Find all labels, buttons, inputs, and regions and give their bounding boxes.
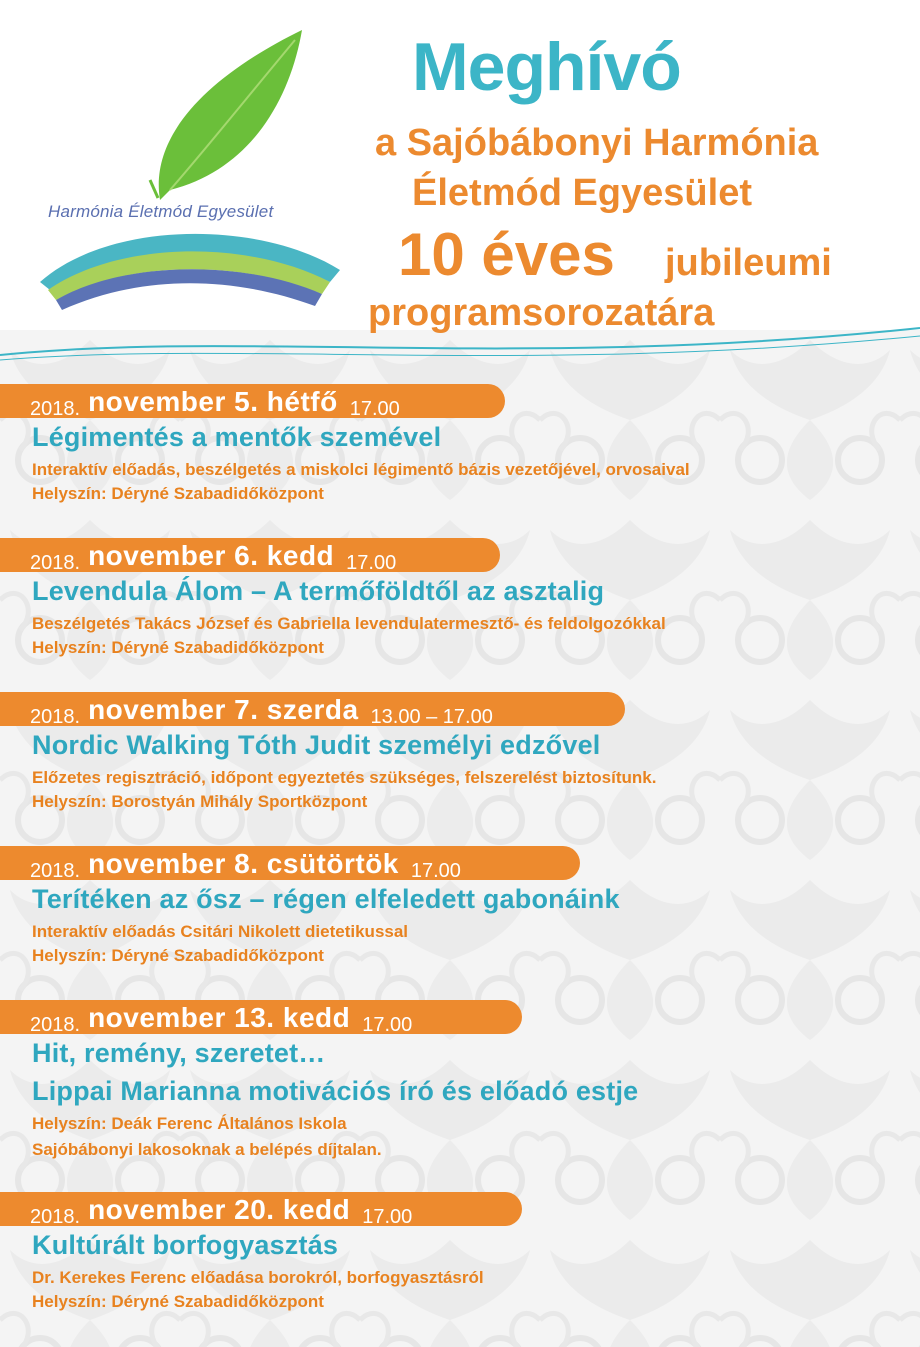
event-date: november 20. kedd <box>88 1194 351 1225</box>
event-year: 2018. <box>30 1206 81 1228</box>
event-location: Helyszín: Deák Ferenc Általános Iskola <box>32 1114 347 1133</box>
header-wave-divider <box>0 300 920 370</box>
event-time: 17.00 <box>410 860 461 882</box>
event-title: Hit, remény, szeretet… <box>32 1038 326 1068</box>
event-subtitle: Lippai Marianna motivációs író és előadó estje <box>32 1076 639 1106</box>
title-line-4: programsorozatára <box>368 292 715 334</box>
event-location: Helyszín: Borostyán Mihály Sportközpont <box>32 792 368 811</box>
event-description: Beszélgetés Takács József és Gabriella levendulatermesztő- és feldolgozókkal <box>32 614 666 633</box>
event-date: november 5. hétfő <box>88 386 338 417</box>
event-description: Interaktív előadás Csitári Nikolett dietetikussal <box>32 922 409 941</box>
event-date: november 6. kedd <box>88 540 335 571</box>
event-description: Interaktív előadás, beszélgetés a miskolci légimentő bázis vezetőjével, orvosaival <box>32 460 690 479</box>
title-line-2: Életmód Egyesület <box>412 172 752 214</box>
event-title: Kultúrált borfogyasztás <box>32 1230 339 1260</box>
title-line-1: a Sajóbábonyi Harmónia <box>375 122 819 164</box>
event-title: Légimentés a mentők szemével <box>32 422 442 452</box>
event-year: 2018. <box>30 1014 81 1036</box>
event-title: Levendula Álom – A termőföldtől az asztalig <box>32 576 605 606</box>
event-year: 2018. <box>30 552 81 574</box>
leaf-logo-icon <box>30 20 360 320</box>
event-year: 2018. <box>30 860 81 882</box>
event-note: Sajóbábonyi lakosoknak a belépés díjtalan. <box>32 1140 382 1159</box>
event-year: 2018. <box>30 398 81 420</box>
event-date: november 8. csütörtök <box>88 848 399 879</box>
event-time: 17.00 <box>362 1206 413 1228</box>
event-location: Helyszín: Déryné Szabadidőközpont <box>32 638 324 657</box>
event-date-bar <box>0 692 625 726</box>
logo <box>30 20 360 320</box>
event-location: Helyszín: Déryné Szabadidőközpont <box>32 946 324 965</box>
event-time: 17.00 <box>346 552 397 574</box>
event-date-bar <box>0 1000 522 1034</box>
event-time: 17.00 <box>362 1014 413 1036</box>
event-time: 17.00 <box>349 398 400 420</box>
event-date-bar <box>0 846 580 880</box>
event-time: 13.00 – 17.00 <box>370 706 493 728</box>
event-date: november 13. kedd <box>88 1002 351 1033</box>
event-date-bar <box>0 384 505 418</box>
event-year: 2018. <box>30 706 81 728</box>
event-description: Dr. Kerekes Ferenc előadása borokról, borfogyasztásról <box>32 1268 484 1287</box>
event-date-bar <box>0 1192 522 1226</box>
title-jubilee: jubileumi <box>665 242 832 284</box>
event-date: november 7. szerda <box>88 694 359 725</box>
event-location: Helyszín: Déryné Szabadidőközpont <box>32 1292 324 1311</box>
event-title: Nordic Walking Tóth Judit személyi edzővel <box>32 730 601 760</box>
event-date-bar <box>0 538 500 572</box>
event-title: Terítéken az ősz – régen elfeledett gabonáink <box>32 884 620 914</box>
header <box>0 0 920 370</box>
event-location: Helyszín: Déryné Szabadidőközpont <box>32 484 324 503</box>
logo-text: Harmónia Életmód Egyesület <box>48 202 274 221</box>
page-title: Meghívó <box>412 29 681 105</box>
title-anniversary: 10 éves <box>398 221 615 288</box>
event-description: Előzetes regisztráció, időpont egyeztetés szükséges, felszerelést biztosítunk. <box>32 768 657 787</box>
